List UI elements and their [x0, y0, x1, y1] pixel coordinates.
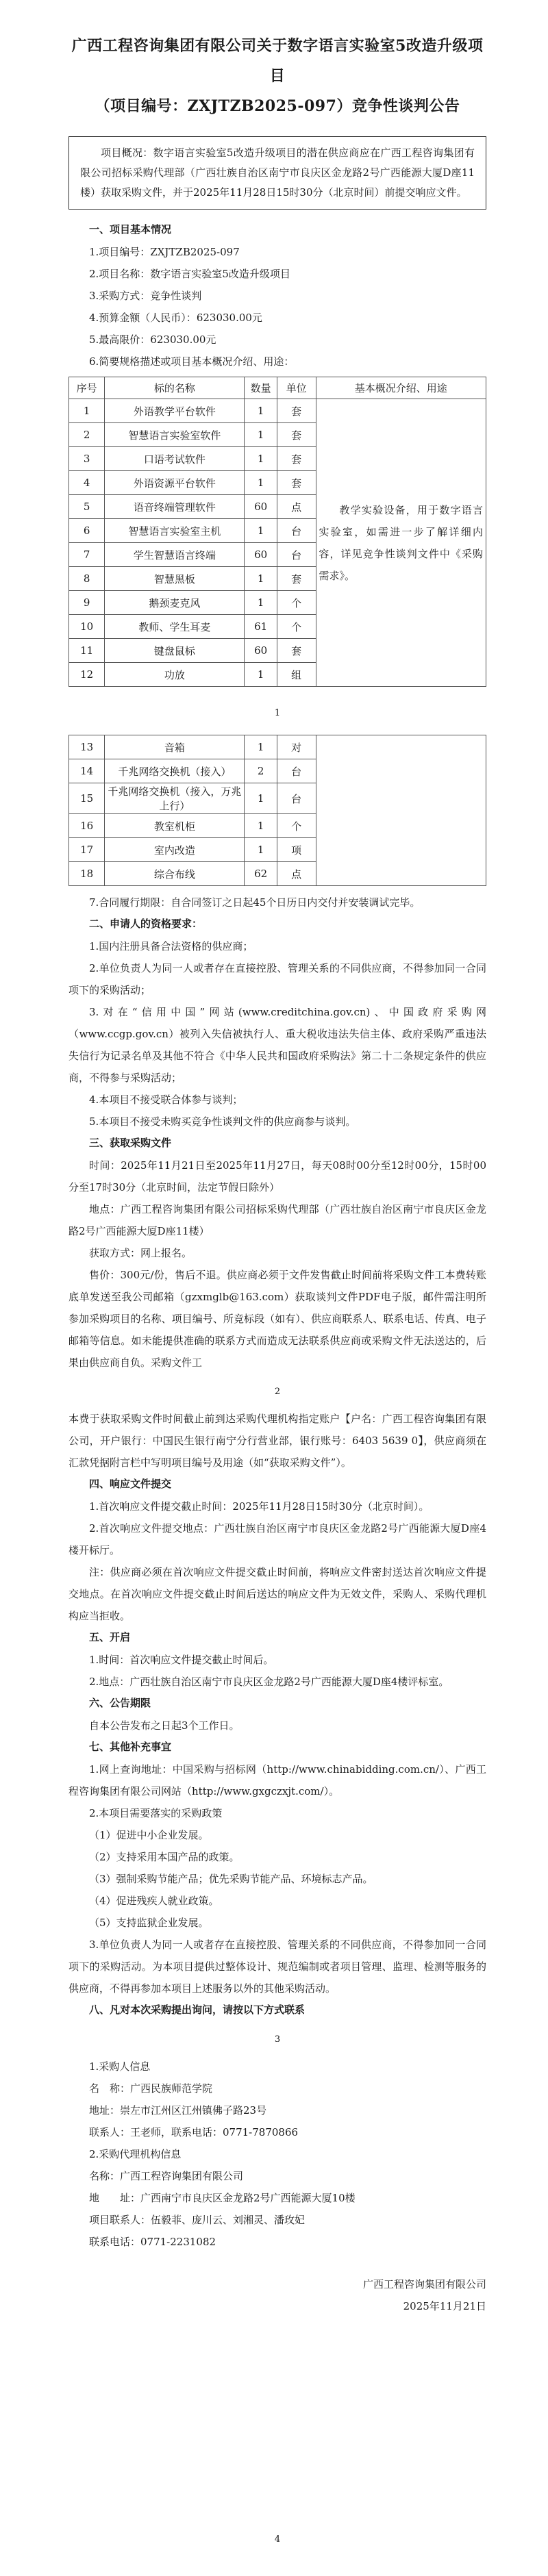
page-number: 2	[274, 1387, 281, 1397]
cell-unit: 套	[277, 399, 316, 423]
section-heading-5: 五、开启	[89, 1632, 131, 1643]
table-row	[69, 399, 486, 423]
buyer-info-title: 1.采购人信息	[89, 2060, 151, 2073]
cell-seq: 13	[69, 735, 105, 759]
cell-qty: 1	[245, 663, 277, 687]
agent-phone: 联系电话：0771-2231082	[89, 2236, 216, 2248]
cell-name: 外语教学平台软件	[105, 399, 245, 423]
cell-unit: 点	[277, 495, 316, 519]
cell-name: 智慧黑板	[105, 567, 245, 591]
table-row	[69, 735, 486, 759]
cell-unit: 套	[277, 423, 316, 447]
cell-name: 外语资源平台软件	[105, 471, 245, 495]
cell-unit: 个	[277, 615, 316, 639]
title-line-1: 广西工程咨询集团有限公司关于数字语言实验室5改造升级项目	[71, 37, 484, 85]
cell-name: 千兆网络交换机（接入，万兆上行）	[105, 783, 245, 814]
doc-obtain-time: 时间：2025年11月21日至2025年11月27日，每天08时00分至12时00分，15时00分至17时30分（北京时间，法定节假日除外）	[68, 1159, 486, 1194]
col-header-unit: 单位	[277, 377, 316, 399]
cell-unit: 个	[277, 591, 316, 615]
qualification-item: 5.本项目不接受未购买竞争性谈判文件的供应商参与谈判。	[89, 1115, 356, 1128]
cell-seq: 15	[69, 783, 105, 814]
section-heading-6: 六、公告期限	[89, 1697, 151, 1709]
doc-obtain-place: 地点：广西工程咨询集团有限公司招标采购代理部（广西壮族自治区南宁市良庆区金龙路2号广西能源大厦D座11楼）	[68, 1203, 486, 1237]
section-heading-2: 二、申请人的资格要求：	[89, 918, 203, 930]
cell-unit: 套	[277, 471, 316, 495]
cell-unit: 台	[277, 543, 316, 567]
doc-price-continued: 本费于获取采购文件时间截止前到达采购代理机构指定账户【户名：广西工程咨询集团有限公司，开户银行：中国民生银行南宁分行营业部，银行账号：6403 5639 0】，供应商须在汇款凭据附言栏中写明项目编号及用途（如“获取采购文件”）。	[68, 1413, 486, 1469]
cell-seq: 18	[69, 862, 105, 886]
cell-unit: 对	[277, 735, 316, 759]
page-number: 3	[274, 2034, 281, 2045]
cell-seq: 16	[69, 814, 105, 838]
cell-seq: 9	[69, 591, 105, 615]
signature-block	[68, 2273, 486, 2317]
cell-name: 口语考试软件	[105, 447, 245, 471]
cell-qty: 1	[245, 447, 277, 471]
cell-seq: 5	[69, 495, 105, 519]
cell-name: 学生智慧语言终端	[105, 543, 245, 567]
supplementary-item: （3）强制采购节能产品；优先采购节能产品、环境标志产品。	[89, 1873, 373, 1885]
cell-name: 室内改造	[105, 838, 245, 862]
project-name: 2.项目名称：数字语言实验室5改造升级项目	[89, 268, 290, 280]
document-title	[68, 31, 486, 121]
cell-seq: 14	[69, 759, 105, 783]
response-note: 注：供应商必须在首次响应文件提交截止时间前，将响应文件密封送达首次响应文件提交地点。在首次响应文件提交截止时间后送达的响应文件为无效文件，采购人、采购代理机构应当拒收。	[68, 1566, 486, 1622]
announcement-period: 自本公告发布之日起3个工作日。	[89, 1719, 240, 1732]
cell-name: 教室机柜	[105, 814, 245, 838]
opening-place: 2.地点：广西壮族自治区南宁市良庆区金龙路2号广西能源大厦D座4楼评标室。	[89, 1676, 449, 1688]
supplementary-item: （5）支持监狱企业发展。	[89, 1917, 209, 1929]
supplementary-item: （2）支持采用本国产品的政策。	[89, 1851, 240, 1863]
section-heading-1: 一、项目基本情况	[89, 224, 172, 236]
table-note-cell-empty	[316, 735, 486, 886]
max-price: 5.最高限价：623030.00元	[89, 333, 216, 346]
cell-unit: 台	[277, 759, 316, 783]
qualification-item: 4.本项目不接受联合体参与谈判；	[89, 1094, 243, 1106]
cell-name: 功放	[105, 663, 245, 687]
cell-seq: 11	[69, 639, 105, 663]
contract-term: 7.合同履行期限：自合同签订之日起45个日历日内交付并安装调试完毕。	[89, 896, 421, 909]
cell-name: 智慧语言实验室软件	[105, 423, 245, 447]
cell-qty: 62	[245, 862, 277, 886]
cell-qty: 1	[245, 399, 277, 423]
doc-obtain-method: 获取方式：网上报名。	[89, 1247, 192, 1259]
cell-unit: 组	[277, 663, 316, 687]
response-deadline: 1.首次响应文件提交截止时间：2025年11月28日15时30分（北京时间）。	[89, 1500, 429, 1513]
table-note-cell	[316, 399, 486, 687]
table-header-row	[69, 377, 486, 399]
cell-seq: 17	[69, 838, 105, 862]
cell-qty: 1	[245, 838, 277, 862]
table-note-text: 教学实验设备，用于数字语言实验室，如需进一步了解详细内容，详见竞争性谈判文件中《采购需求》。	[319, 503, 483, 582]
project-overview-text: 项目概况：数字语言实验室5改造升级项目的潜在供应商应在广西工程咨询集团有限公司招标采购代理部（广西壮族自治区南宁市良庆区金龙路2号广西能源大厦D座11楼）获取采购文件，并于2025年11月28日15时30分（北京时间）前提交响应文件。	[80, 147, 475, 199]
cell-unit: 套	[277, 447, 316, 471]
cell-qty: 1	[245, 423, 277, 447]
buyer-address: 地址：崇左市江州区江州镇佛子路23号	[89, 2104, 267, 2117]
buyer-contact: 联系人：王老师，联系电话：0771-7870866	[89, 2126, 299, 2138]
goods-table-page2	[68, 735, 486, 886]
cell-qty: 1	[245, 567, 277, 591]
cell-qty: 60	[245, 639, 277, 663]
agent-contacts: 项目联系人：伍毅菲、庞川云、刘湘灵、潘玫妃	[89, 2214, 306, 2226]
col-header-qty: 数量	[245, 377, 277, 399]
cell-unit: 台	[277, 783, 316, 814]
col-header-intro: 基本概况介绍、用途	[316, 377, 486, 399]
supplementary-item: 2.本项目需要落实的采购政策	[89, 1807, 223, 1819]
project-overview-box	[68, 136, 486, 210]
spec-intro-label: 6.简要规格描述或项目基本概况介绍、用途：	[89, 355, 295, 368]
supplementary-item: （4）促进残疾人就业政策。	[89, 1895, 219, 1907]
cell-qty: 60	[245, 495, 277, 519]
cell-name: 综合布线	[105, 862, 245, 886]
cell-name: 智慧语言实验室主机	[105, 519, 245, 543]
procurement-method: 3.采购方式：竞争性谈判	[89, 290, 202, 302]
cell-qty: 1	[245, 471, 277, 495]
cell-qty: 61	[245, 615, 277, 639]
cell-seq: 10	[69, 615, 105, 639]
qualification-item: 1.国内注册具备合法资格的供应商；	[89, 940, 253, 952]
cell-qty: 1	[245, 591, 277, 615]
cell-seq: 3	[69, 447, 105, 471]
supplementary-item: 1.网上查询地址：中国采购与招标网（http://www.chinabidding.com.cn/）、广西工程咨询集团有限公司网站（http://www.gxgczxjt.com/）。	[68, 1763, 486, 1797]
page-number: 1	[274, 708, 281, 718]
cell-qty: 1	[245, 783, 277, 814]
section-heading-8: 八、凡对本次采购提出询问，请按以下方式联系	[89, 2004, 306, 2016]
response-place: 2.首次响应文件提交地点：广西壮族自治区南宁市良庆区金龙路2号广西能源大厦D座4楼开标厅。	[68, 1522, 486, 1556]
cell-name: 语音终端管理软件	[105, 495, 245, 519]
col-header-name: 标的名称	[105, 377, 245, 399]
cell-unit: 套	[277, 567, 316, 591]
blank-area	[68, 2317, 486, 2531]
agent-info-title: 2.采购代理机构信息	[89, 2148, 182, 2160]
cell-unit: 套	[277, 639, 316, 663]
signature-date: 2025年11月21日	[403, 2300, 486, 2312]
cell-seq: 8	[69, 567, 105, 591]
title-line-2: （项目编号：ZXJTZB2025-097）竞争性谈判公告	[95, 97, 460, 115]
cell-name: 教师、学生耳麦	[105, 615, 245, 639]
section-heading-3: 三、获取采购文件	[89, 1137, 172, 1149]
qualification-item: 3.对在“信用中国”网站(www.creditchina.gov.cn)、中国政府采购网（www.ccgp.gov.cn）被列入失信被执行人、重大税收违法失信主体、政府采购严重违法失信行为记录名单及其他不符合《中华人民共和国政府采购法》第二十二条规定条件的供应商，不得参与采购活动；	[68, 1006, 486, 1084]
cell-qty: 1	[245, 735, 277, 759]
cell-seq: 4	[69, 471, 105, 495]
col-header-seq: 序号	[69, 377, 105, 399]
cell-seq: 2	[69, 423, 105, 447]
agent-address: 地 址：广西南宁市良庆区金龙路2号广西能源大厦10楼	[89, 2192, 356, 2204]
cell-seq: 6	[69, 519, 105, 543]
page-number: 4	[274, 2534, 281, 2545]
cell-unit: 个	[277, 814, 316, 838]
cell-name: 音箱	[105, 735, 245, 759]
cell-name: 鹅颈麦克风	[105, 591, 245, 615]
supplementary-item: 3.单位负责人为同一人或者存在直接控股、管理关系的不同供应商，不得参加同一合同项下的采购活动。为本项目提供过整体设计、规范编制或者项目管理、监理、检测等服务的供应商，不得再参加本项目上述服务以外的其他采购活动。	[68, 1939, 486, 1995]
supplementary-item: （1）促进中小企业发展。	[89, 1829, 209, 1841]
cell-unit: 台	[277, 519, 316, 543]
opening-time: 1.时间：首次响应文件提交截止时间后。	[89, 1654, 274, 1666]
budget-amount: 4.预算金额（人民币）：623030.00元	[89, 312, 262, 324]
signature-company: 广西工程咨询集团有限公司	[362, 2278, 486, 2290]
cell-unit: 点	[277, 862, 316, 886]
goods-table-page1	[68, 377, 486, 687]
cell-unit: 项	[277, 838, 316, 862]
qualification-item: 2.单位负责人为同一人或者存在直接控股、管理关系的不同供应商，不得参加同一合同项下的采购活动；	[68, 962, 486, 996]
cell-seq: 7	[69, 543, 105, 567]
cell-seq: 12	[69, 663, 105, 687]
cell-qty: 1	[245, 519, 277, 543]
buyer-name: 名 称：广西民族师范学院	[89, 2082, 213, 2095]
cell-name: 千兆网络交换机（接入）	[105, 759, 245, 783]
cell-seq: 1	[69, 399, 105, 423]
project-number: 1.项目编号：ZXJTZB2025-097	[89, 246, 240, 258]
agent-name: 名称：广西工程咨询集团有限公司	[89, 2170, 244, 2182]
section-heading-7: 七、其他补充事宜	[89, 1741, 172, 1753]
cell-name: 键盘鼠标	[105, 639, 245, 663]
doc-price: 售价：300元/份，售后不退。供应商必须于文件发售截止时间前将采购文件工本费转账底单发送至我公司邮箱（gzxmglb@163.com）获取谈判文件PDF电子版，邮件需注明所参加采购项目的名称、项目编号、所竞标段（如有）、供应商联系人、联系电话、传真、电子邮箱等信息。如未能提供准确的联系方式而造成无法联系供应商或采购文件无法送达的，后果由供应商自负。采购文件工	[68, 1269, 486, 1369]
cell-qty: 1	[245, 814, 277, 838]
cell-qty: 2	[245, 759, 277, 783]
cell-qty: 60	[245, 543, 277, 567]
section-heading-4: 四、响应文件提交	[89, 1478, 172, 1490]
